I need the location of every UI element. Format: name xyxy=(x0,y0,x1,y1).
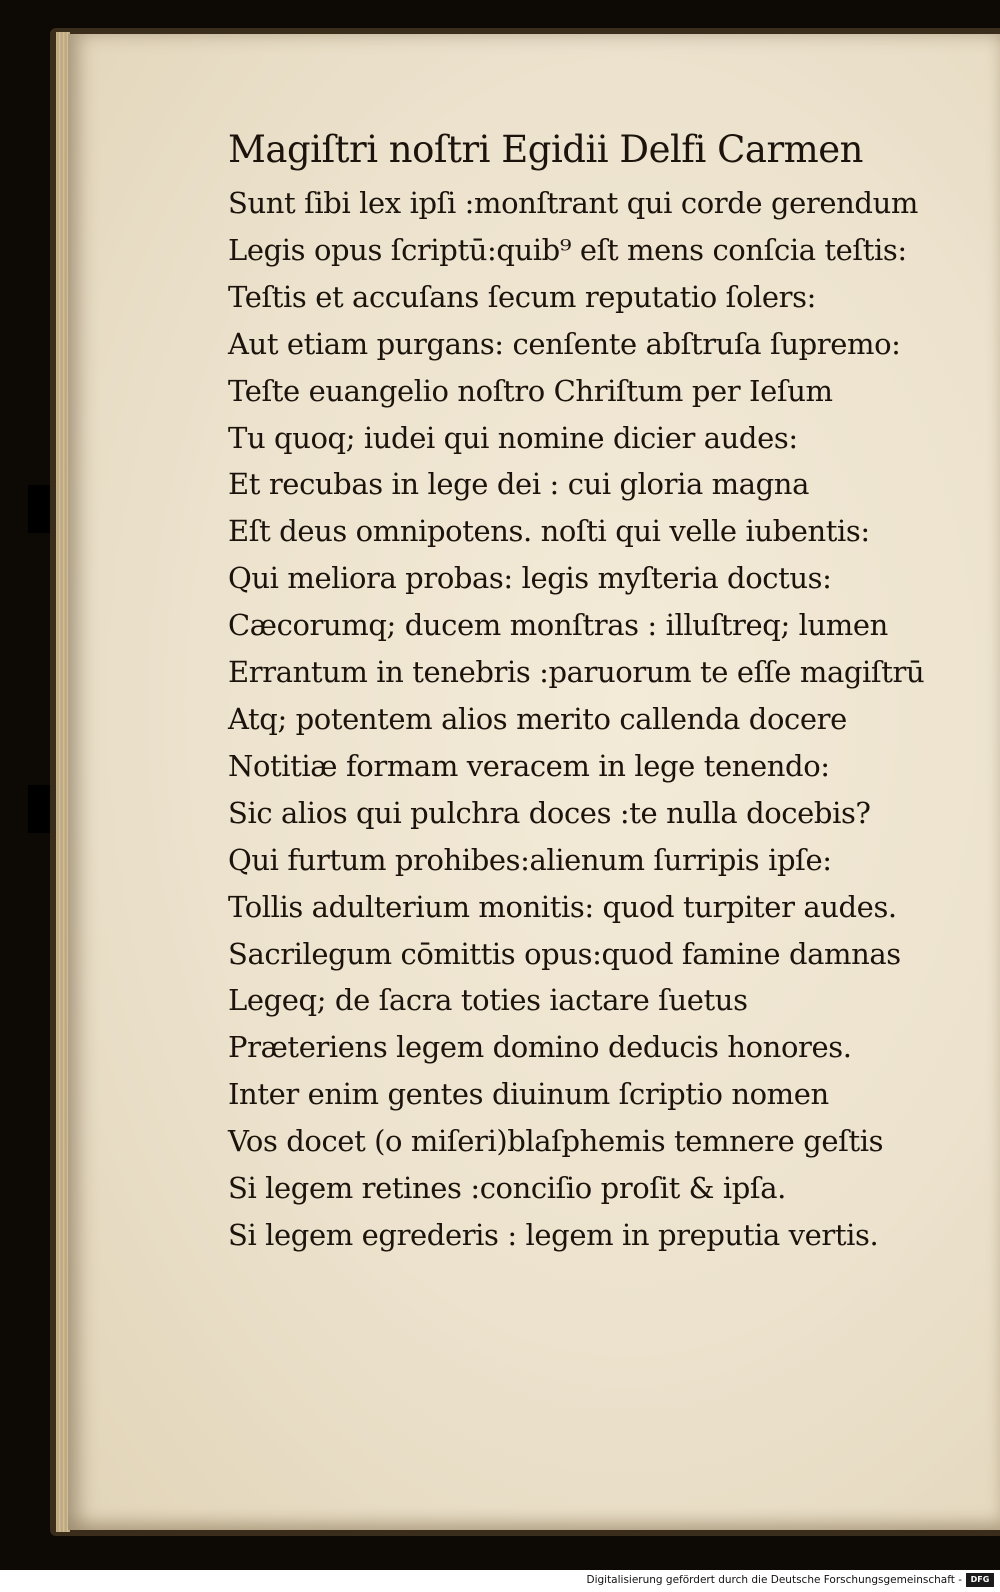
verse-line: Notitiæ formam veracem in lege tenendo: xyxy=(228,748,830,783)
verse-line: Si legem retines :conciſio proſit & ipſa. xyxy=(228,1171,786,1206)
poem-text-block xyxy=(228,122,925,1259)
verse-line: Et recubas in lege dei : cui gloria magna xyxy=(228,467,809,502)
verse-line: Legis opus ſcriptū:quib⁹ eſt mens conſcia teſtis: xyxy=(228,232,907,267)
verse-line: Inter enim gentes diuinum ſcriptio nomen xyxy=(228,1077,829,1112)
verse-line: Legeq; de ſacra toties iactare ſuetus xyxy=(228,983,748,1018)
verse-line: Præteriens legem domino deducis honores. xyxy=(228,1030,852,1065)
funding-notice: Digitalisierung gefördert durch die Deutsche Forschungsgemeinschaft - xyxy=(586,1574,962,1586)
verse-line: Aut etiam purgans: cenſente abſtruſa ſupremo: xyxy=(228,326,901,361)
digitization-footer xyxy=(0,1570,1000,1592)
verse-line: Sunt ſibi lex ipſi :monſtrant qui corde gerendum xyxy=(228,186,918,220)
verse-line: Tollis adulterium monitis: quod turpiter audes. xyxy=(228,889,897,924)
verse-list xyxy=(228,180,925,1259)
verse-line: Sacrilegum cōmittis opus:quod famine damnas xyxy=(228,936,901,971)
verse-line: Eſt deus omnipotens. noſti qui velle iubentis: xyxy=(228,514,870,549)
verse-line: Sic alios qui pulchra doces :te nulla docebis? xyxy=(228,795,871,830)
verse-line: Vos docet (o miſeri)blaſphemis temnere geſtis xyxy=(228,1124,884,1159)
dfg-logo: DFG xyxy=(966,1573,994,1587)
verse-line: Cæcorumq; ducem monſtras : illuſtreq; lumen xyxy=(228,608,888,643)
verse-line: Qui meliora probas: legis myſteria doctus: xyxy=(228,561,832,596)
verse-line: Atq; potentem alios merito callenda docere xyxy=(228,701,847,736)
verse-line: Teſtis et accuſans ſecum reputatio ſolers: xyxy=(228,279,816,314)
verse-line: Tu quoq; iudei qui nomine dicier audes: xyxy=(228,420,798,455)
verse-line: Errantum in tenebris :paruorum te eſſe magiſtrū xyxy=(228,655,925,690)
poem-heading: Magiſtri noſtri Egidii Delfi Carmen xyxy=(228,128,863,171)
verse-line: Qui furtum prohibes:alienum ſurripis ipſe: xyxy=(228,842,832,877)
verse-line: Si legem egrederis : legem in preputia vertis. xyxy=(228,1217,879,1252)
verse-line: Teſte euangelio noſtro Chriſtum per Ieſum xyxy=(228,373,833,408)
